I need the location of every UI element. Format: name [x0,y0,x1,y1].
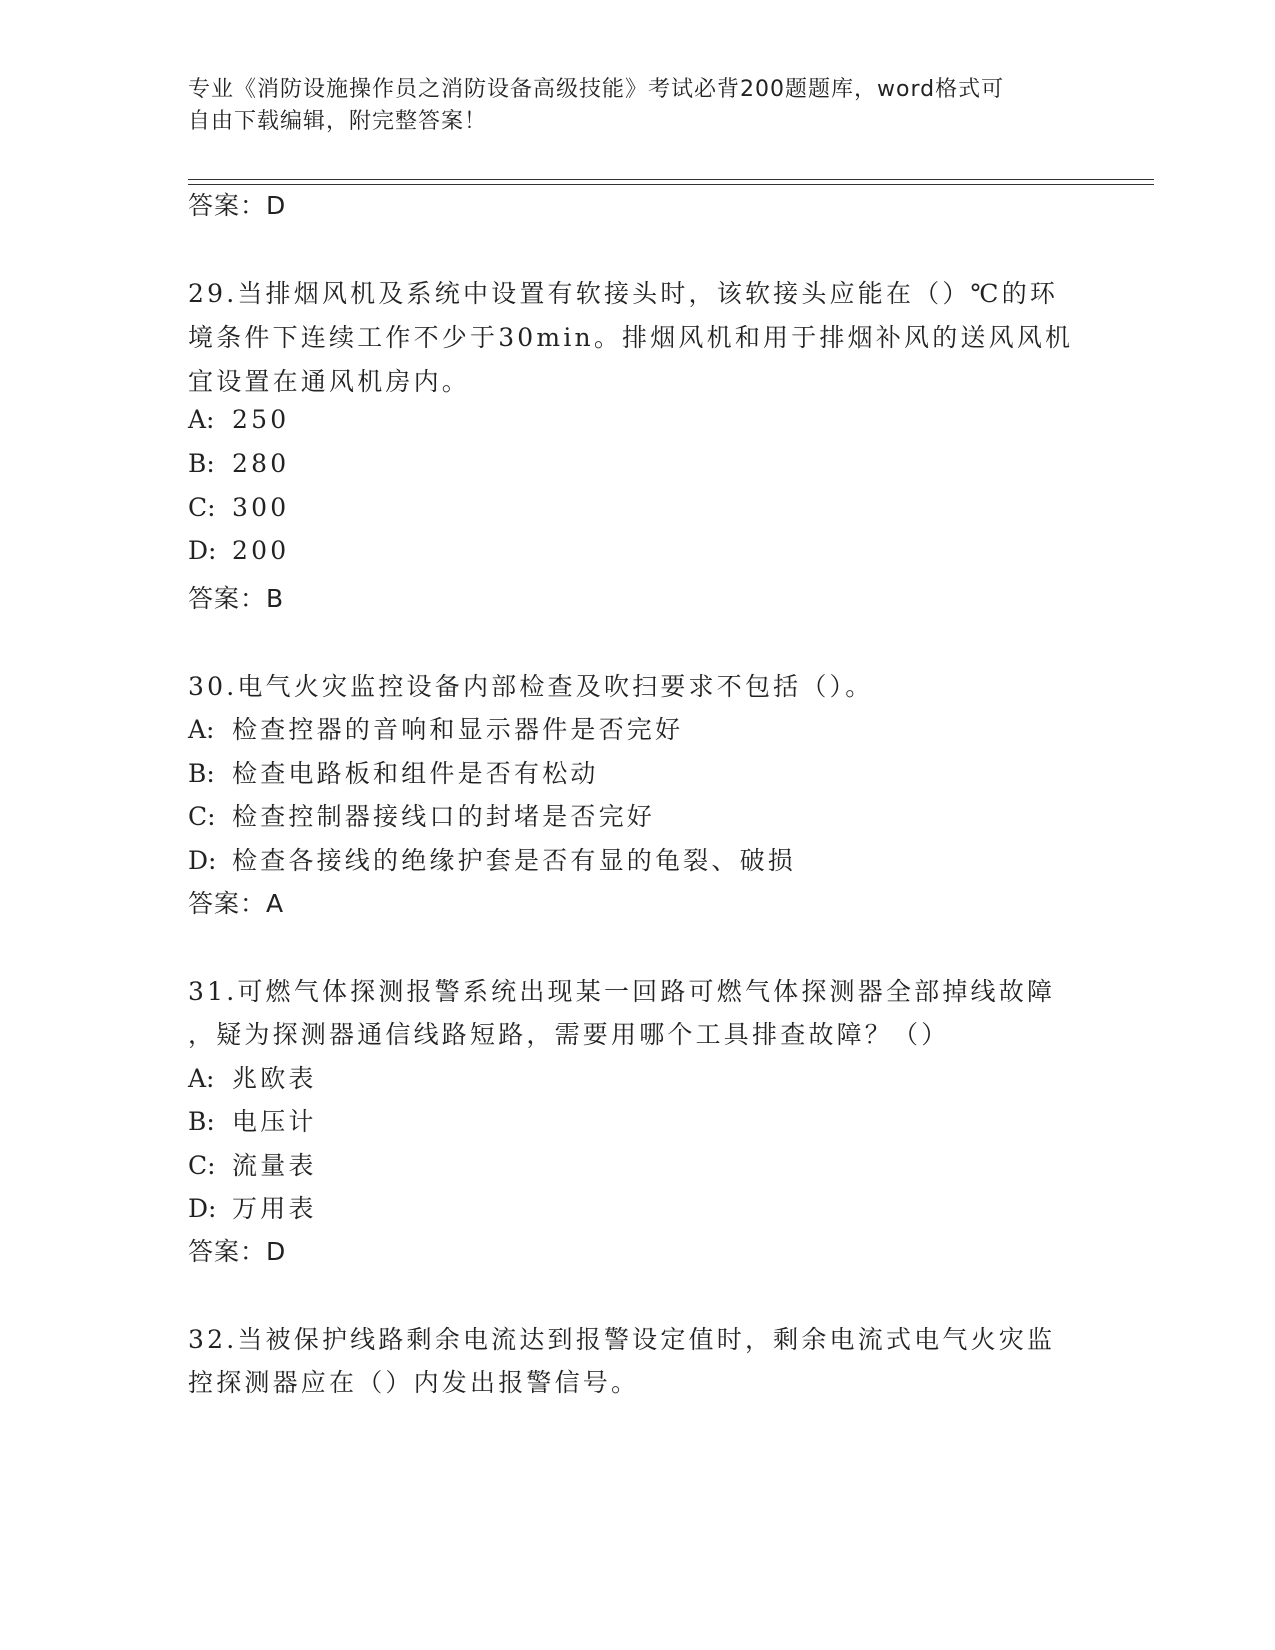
question-31-option-b [188,1102,317,1138]
header-line-2: 自由下载编辑，附完整答案！ [188,109,488,134]
option-text: 检查电路板和组件是否有松动 [232,759,599,788]
question-29-line-2: 境条件下连续工作不少于30min。排烟风机和用于排烟补风的送风风机 [188,323,1074,352]
option-key: C: [188,493,216,522]
question-29-option-d [188,536,289,565]
option-text: 200 [232,536,290,565]
question-32-line-1: 32.当被保护线路剩余电流达到报警设定值时，剩余电流式电气火灾监 [188,1325,1056,1354]
option-key: D: [188,846,217,875]
answer-q31: 答案：D [188,1237,287,1266]
answer-q28: 答案：D [188,191,287,220]
option-text: 280 [232,449,290,478]
question-30-option-a [188,710,683,746]
header-line-1: 专业《消防设施操作员之消防设备高级技能》考试必背200题题库，word格式可 [188,77,1005,102]
option-text: 250 [232,405,290,434]
option-text: 兆欧表 [232,1064,317,1093]
question-30-line-1: 30.电气火灾监控设备内部检查及吹扫要求不包括（）。 [188,672,874,701]
header-divider-top [188,179,1154,180]
option-key: B: [188,1107,215,1136]
option-text: 电压计 [232,1107,317,1136]
option-key: C: [188,1151,216,1180]
option-key: A: [188,715,215,744]
option-text: 流量表 [232,1151,317,1180]
option-key: A: [188,405,215,434]
question-31-option-c [188,1146,317,1182]
option-text: 检查各接线的绝缘护套是否有显的龟裂、破损 [232,846,797,875]
question-31-line-2: ，疑为探测器通信线路短路，需要用哪个工具排查故障？（） [188,1020,950,1049]
option-key: B: [188,449,215,478]
option-key: D: [188,536,217,565]
question-29-option-c [188,493,289,522]
question-30-option-c [188,797,655,833]
option-key: C: [188,802,216,831]
document-header [188,74,1068,138]
option-text: 检查控制器接线口的封堵是否完好 [232,802,656,831]
question-31-option-d [188,1189,317,1225]
question-29-line-1: 29.当排烟风机及系统中设置有软接头时，该软接头应能在（）℃的环 [188,279,1059,308]
option-text: 300 [232,493,290,522]
option-key: D: [188,1194,217,1223]
question-29-line-3: 宜设置在通风机房内。 [188,367,471,396]
question-32-line-2: 控探测器应在（）内发出报警信号。 [188,1368,640,1397]
option-text: 万用表 [232,1194,317,1223]
question-31-option-a [188,1059,317,1095]
option-text: 检查控器的音响和显示器件是否完好 [232,715,684,744]
question-30-option-b [188,754,599,790]
option-key: A: [188,1064,215,1093]
question-29-option-b [188,449,289,478]
question-29-option-a [188,405,289,434]
question-30-option-d [188,841,796,877]
answer-q30: 答案：A [188,889,285,918]
option-key: B: [188,759,215,788]
header-divider-bottom [188,184,1154,185]
answer-q29: 答案：B [188,584,285,613]
question-31-line-1: 31.可燃气体探测报警系统出现某一回路可燃气体探测器全部掉线故障 [188,977,1056,1006]
